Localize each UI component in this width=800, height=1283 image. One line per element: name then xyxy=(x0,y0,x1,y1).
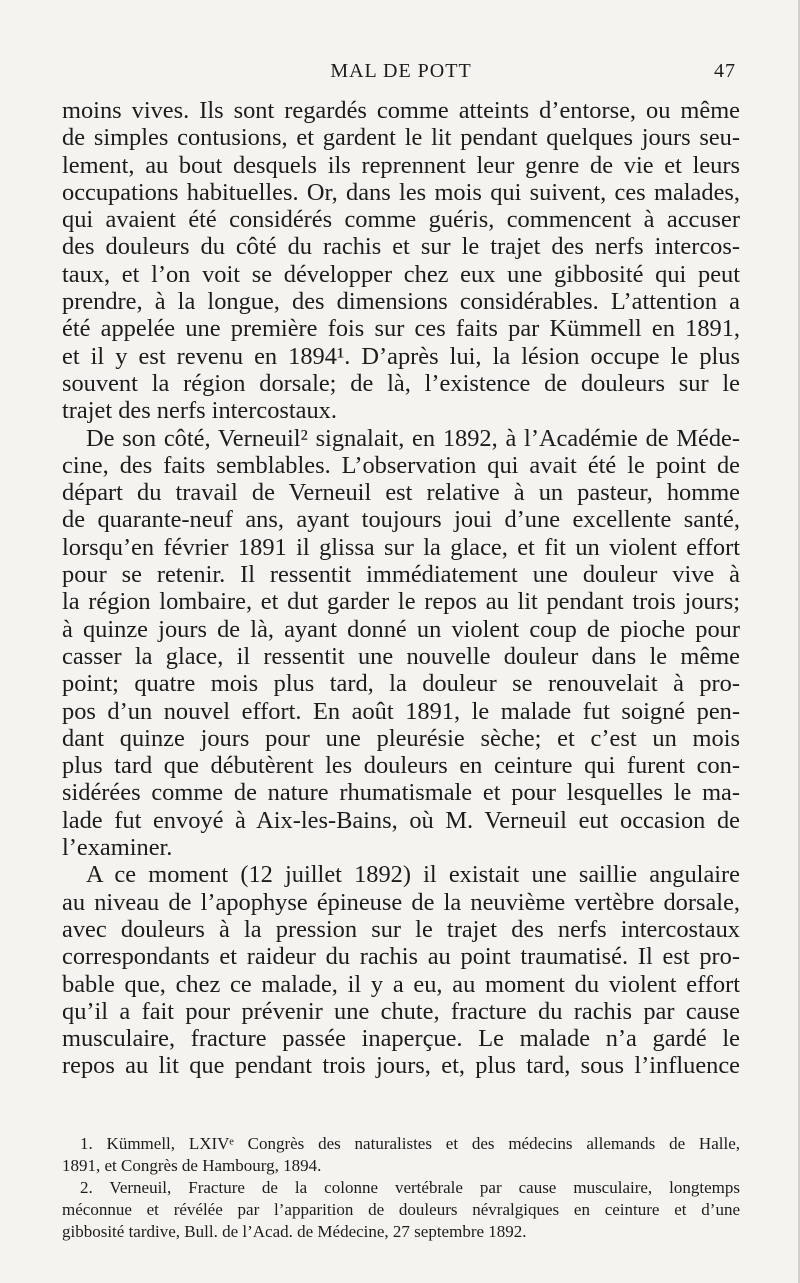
body-line: musculaire, fracture passée inaperçue. Le malade n’a gardé le xyxy=(62,1025,740,1053)
body-line: avec douleurs à la pression sur le trajet des nerfs intercostaux xyxy=(62,915,740,943)
page-header xyxy=(62,60,740,88)
body-line: occupations habituelles. Or, dans les mois qui suivent, ces malades, xyxy=(62,178,740,206)
body-line: lade fut envoyé à Aix-les-Bains, où M. Verneuil eut occasion de xyxy=(62,806,740,834)
body-line: l’examiner. xyxy=(62,834,173,862)
body-text xyxy=(62,97,740,1080)
footnote-line: gibbosité tardive, Bull. de l’Acad. de Médecine, 27 septembre 1892. xyxy=(62,1222,527,1241)
body-line: souvent la région dorsale; de là, l’existence de douleurs sur le xyxy=(62,369,740,397)
footnote-line: méconnue et révélée par l’apparition de douleurs névralgiques en ceinture et d’une xyxy=(62,1200,740,1219)
body-line: trajet des nerfs intercostaux. xyxy=(62,397,337,425)
body-line: De son côté, Verneuil² signalait, en 1892, à l’Académie de Méde- xyxy=(86,424,740,452)
body-line: pos d’un nouvel effort. En août 1891, le malade fut soigné pen- xyxy=(62,697,740,725)
body-line: des douleurs du côté du rachis et sur le trajet des nerfs intercos- xyxy=(62,233,740,261)
page-number: 47 xyxy=(714,60,736,82)
body-line: de simples contusions, et gardent le lit pendant quelques jours seu- xyxy=(62,124,740,152)
running-title: MAL DE POTT xyxy=(330,60,472,82)
body-line: point; quatre mois plus tard, la douleur se renouvelait à pro- xyxy=(62,670,740,698)
body-line: repos au lit que pendant trois jours, et, plus tard, sous l’influence xyxy=(62,1052,740,1080)
body-line: qu’il a fait pour prévenir une chute, fracture du rachis par cause xyxy=(62,997,740,1025)
body-line: la région lombaire, et dut garder le repos au lit pendant trois jours; xyxy=(62,588,740,616)
body-line: de quarante-neuf ans, ayant toujours joui d’une excellente santé, xyxy=(62,506,740,534)
footnote-line: 2. Verneuil, Fracture de la colonne vertébrale par cause musculaire, longtemps xyxy=(80,1178,740,1197)
body-line: plus tard que débutèrent les douleurs en ceinture qui furent con- xyxy=(62,752,740,780)
footnotes xyxy=(62,1133,740,1243)
body-line: cine, des faits semblables. L’observation qui avait été le point de xyxy=(62,451,740,479)
body-line: bable que, chez ce malade, il y a eu, au moment du violent effort xyxy=(62,970,740,998)
footnote-line: 1891, et Congrès de Hambourg, 1894. xyxy=(62,1156,322,1175)
body-line: correspondants et raideur du rachis au point traumatisé. Il est pro- xyxy=(62,943,740,971)
body-line: été appelée une première fois sur ces faits par Kümmell en 1891, xyxy=(62,315,740,343)
body-line: au niveau de l’apophyse épineuse de la neuvième vertèbre dorsale, xyxy=(62,888,740,916)
body-line: prendre, à la longue, des dimensions considérables. L’attention a xyxy=(62,288,740,316)
body-line: lorsqu’en février 1891 il glissa sur la glace, et fit un violent effort xyxy=(62,533,740,561)
body-line: moins vives. Ils sont regardés comme atteints d’entorse, ou même xyxy=(62,97,740,124)
body-line: lement, au bout desquels ils reprennent leur genre de vie et leurs xyxy=(62,151,740,179)
body-line: qui avaient été considérés comme guéris, commencent à accuser xyxy=(62,206,740,234)
body-line: casser la glace, il ressentit une nouvelle douleur dans le même xyxy=(62,642,740,670)
body-line: départ du travail de Verneuil est relative à un pasteur, homme xyxy=(62,479,740,507)
body-line: A ce moment (12 juillet 1892) il existait une saillie angulaire xyxy=(86,861,740,889)
footnote-line: 1. Kümmell, LXIVᵉ Congrès des naturalistes et des médecins allemands de Halle, xyxy=(80,1134,740,1153)
body-line: à quinze jours de là, ayant donné un violent coup de pioche pour xyxy=(62,615,740,643)
body-line: taux, et l’on voit se développer chez eux une gibbosité qui peut xyxy=(62,260,740,288)
body-line: dant quinze jours pour une pleurésie sèche; et c’est un mois xyxy=(62,724,740,752)
body-line: sidérées comme de nature rhumatismale et pour lesquelles le ma- xyxy=(62,779,740,807)
body-line: pour se retenir. Il ressentit immédiatement une douleur vive à xyxy=(62,561,740,589)
body-line: et il y est revenu en 1894¹. D’après lui, la lésion occupe le plus xyxy=(62,342,740,370)
